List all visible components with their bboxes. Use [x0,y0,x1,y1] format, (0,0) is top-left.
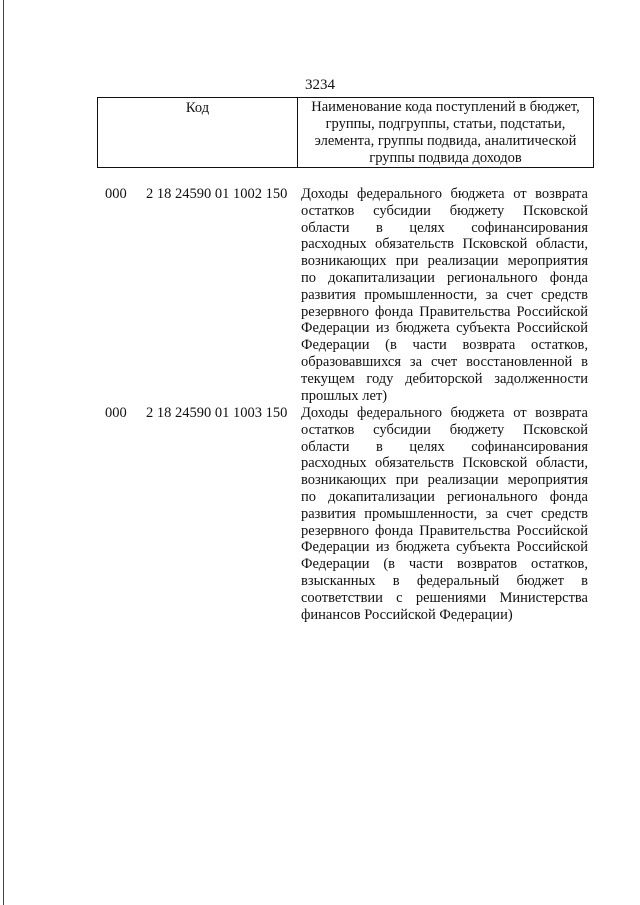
description-line: остатков субсидии бюджету Псковской [301,421,588,438]
header-code-column: Код [98,98,298,167]
description-line: Доходы федерального бюджета от возврата [301,405,588,421]
row-income-code: 2 18 24590 01 1003 150 [146,405,288,421]
description-line: Федерации из бюджета субъекта Российской [301,320,588,337]
description-line: резервного фонда Правительства Российской [301,303,588,320]
page-number: 3234 [305,77,335,93]
description-line: образовавшихся за счет восстановленной в [301,353,588,370]
description-line: возникающих при реализации мероприятия [301,253,588,270]
description-line: развития промышленности, за счет средств [301,505,588,522]
description-line: текущем году дебиторской задолженности [301,370,588,387]
description-line: расходных обязательств Псковской области, [301,455,588,472]
description-line: резервного фонда Правительства Российской [301,522,588,539]
description-line: Федерации (в части возвратов остатков, [301,556,588,573]
description-line: остатков субсидии бюджету Псковской [301,202,588,219]
description-line: прошлых лет) [301,387,388,404]
description-line: области в целях софинансирования [301,219,588,236]
description-line: взысканных в федеральный бюджет в [301,572,588,589]
row-description [301,186,588,404]
description-line: развития промышленности, за счет средств [301,286,588,303]
description-line: Доходы федерального бюджета от возврата [301,186,588,202]
description-line: по докапитализации регионального фонда [301,269,588,286]
page-edge-line [3,0,4,905]
row-admin-code: 000 [105,405,127,421]
description-line: Федерации из бюджета субъекта Российской [301,539,588,556]
table-header [97,97,594,168]
description-line: области в целях софинансирования [301,438,588,455]
description-line: финансов Российской Федерации) [301,606,513,623]
description-line: Федерации (в части возврата остатков, [301,337,588,354]
description-line: расходных обязательств Псковской области, [301,236,588,253]
row-income-code: 2 18 24590 01 1002 150 [146,186,288,202]
description-line: по докапитализации регионального фонда [301,488,588,505]
row-description [301,405,588,623]
header-name-column: Наименование кода поступлений в бюджет, группы, подгруппы, статьи, подстатьи, элемента, группы подвида, аналитической группы подвида доходов [311,99,580,166]
description-line: возникающих при реализации мероприятия [301,472,588,489]
row-admin-code: 000 [105,186,127,202]
description-line: соответствии с решениями Министерства [301,589,588,606]
